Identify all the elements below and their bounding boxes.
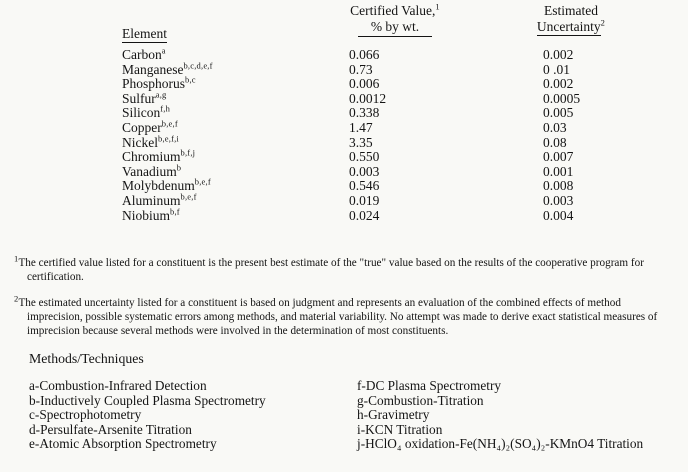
element-name: Manganese <box>122 61 184 77</box>
certified-value: 0.73 <box>349 61 373 77</box>
col-header-element <box>122 26 167 42</box>
uncertainty-value: 0.007 <box>543 149 574 165</box>
uncertainty-value: 0.002 <box>543 47 574 62</box>
certified-value: 0.338 <box>349 105 380 121</box>
element-name: Vanadium <box>122 163 177 179</box>
element-method-refs: b,c,d,e,f <box>183 60 213 71</box>
methods-list-left <box>29 379 266 452</box>
certified-value: 0.006 <box>349 76 380 92</box>
uncertainty-value: 0.003 <box>543 192 574 208</box>
footnote-ref-1: 1 <box>435 1 440 12</box>
method-item: b-Inductively Coupled Plasma Spectrometry <box>29 392 266 408</box>
footnote-number: 2 <box>14 293 19 304</box>
element-name-cell <box>0 133 349 151</box>
element-name-cell <box>0 89 349 107</box>
element-method-refs: b,e,f,i <box>158 133 179 144</box>
table-row <box>0 162 688 180</box>
footnote <box>14 293 676 339</box>
method-item: i-KCN Titration <box>357 421 443 437</box>
method-item: c-Spectrophotometry <box>29 407 142 422</box>
footnote-text: The estimated uncertainty listed for a constituent is based on judgment and represents an evaluation of the combined effects of method imprecision, possible systematic errors among methods, and material variability. No attempt was made to derive exact statistical measures of imprecision because several methods were involved in the determination of most constituents. <box>18 296 658 337</box>
table-row <box>0 60 688 78</box>
certified-value: 1.47 <box>349 119 373 135</box>
element-method-refs: b,e,f <box>180 191 197 202</box>
uncertainty-value: 0.08 <box>543 134 567 150</box>
element-table-body <box>0 45 688 223</box>
element-name: Copper <box>122 119 162 135</box>
element-method-refs: b,c <box>185 74 196 85</box>
col-header-estimated-uncertainty <box>497 3 645 35</box>
method-item: f-DC Plasma Spectrometry <box>357 378 502 393</box>
certified-value: 0.550 <box>349 149 380 165</box>
col-header-certified-line1: Certified Value,$^1$ <box>350 1 440 18</box>
certified-value: 0.019 <box>349 192 380 208</box>
methods-heading: Methods/Techniques <box>29 351 144 366</box>
table-row <box>0 133 688 151</box>
uncertainty-value: 0.005 <box>543 105 574 121</box>
footnote-ref-2: 2 <box>600 17 606 28</box>
element-name: Molybdenum <box>122 178 195 194</box>
method-item: j-HClO₄ oxidation-Fe(NH₄)₂(SO₄)₂-KMnO4 Titration <box>357 436 644 451</box>
table-row <box>0 103 688 121</box>
method-item: e-Atomic Absorption Spectrometry <box>29 436 217 451</box>
element-name: Carbon <box>122 47 162 62</box>
method-item: g-Combustion-Titration <box>357 392 484 408</box>
uncertainty-value: 0 .01 <box>543 61 570 77</box>
method-item: d-Persulfate-Arsenite Titration <box>29 421 192 437</box>
element-name-cell <box>0 147 349 165</box>
element-name-cell <box>0 74 349 92</box>
footnote-number: 1 <box>14 253 19 264</box>
element-name: Sulfur <box>122 90 156 106</box>
element-method-refs: b,f,j <box>180 147 196 158</box>
element-name: Phosphorus <box>122 76 186 92</box>
table-row <box>0 206 688 224</box>
certified-value: 0.024 <box>349 207 380 223</box>
footnote-text: The certified value listed for a constituent is the present best estimate of the "true" value based on the results of the cooperative program for certification. <box>18 257 644 283</box>
col-header-uncertainty-line2: Uncertainty$^2$ <box>536 17 606 34</box>
uncertainty-value: 0.0005 <box>543 90 581 106</box>
col-header-certified-value <box>318 3 472 37</box>
element-method-refs: b <box>176 162 182 173</box>
method-item: a-Combustion-Infrared Detection <box>29 378 207 393</box>
table-row <box>0 176 688 194</box>
footnote <box>14 253 676 285</box>
methods-list-right <box>357 379 643 452</box>
element-method-refs: b,e,f <box>161 118 178 129</box>
uncertainty-value: 0.008 <box>543 178 574 194</box>
element-method-refs: b,e,f <box>194 176 211 187</box>
element-method-refs: a,g <box>155 89 167 100</box>
method-item: h-Gravimetry <box>357 407 430 422</box>
element-method-refs: a <box>161 45 166 56</box>
table-row <box>0 118 688 136</box>
element-name: Niobium <box>122 207 171 223</box>
col-header-element-label: Element <box>122 26 167 41</box>
certified-value: 0.546 <box>349 178 380 194</box>
uncertainty-value: 0.002 <box>543 76 574 92</box>
certified-value: 3.35 <box>349 134 373 150</box>
element-name: Nickel <box>122 134 158 150</box>
certified-value: 0.0012 <box>349 90 387 106</box>
table-row <box>0 74 688 92</box>
uncertainty-value: 0.03 <box>543 119 567 135</box>
uncertainty-value: 0.004 <box>543 207 574 223</box>
element-name-cell <box>0 176 349 194</box>
table-row <box>0 89 688 107</box>
table-row <box>0 191 688 209</box>
col-header-uncertainty-line1: Estimated <box>544 3 598 18</box>
element-name-cell <box>0 45 349 63</box>
element-name: Silicon <box>122 105 161 121</box>
uncertainty-value: 0.001 <box>543 163 574 179</box>
table-row <box>0 147 688 165</box>
certified-value: 0.003 <box>349 163 380 179</box>
element-name: Aluminum <box>122 192 181 208</box>
element-name: Chromium <box>122 149 181 165</box>
element-name-cell <box>0 206 349 224</box>
element-method-refs: b,f <box>170 206 180 217</box>
element-method-refs: f,h <box>160 103 171 114</box>
col-header-certified-line2: % by wt. <box>318 19 472 37</box>
table-row <box>0 45 688 63</box>
certified-value: 0.066 <box>349 47 380 62</box>
element-name-cell <box>0 60 349 78</box>
footnotes <box>14 253 676 351</box>
